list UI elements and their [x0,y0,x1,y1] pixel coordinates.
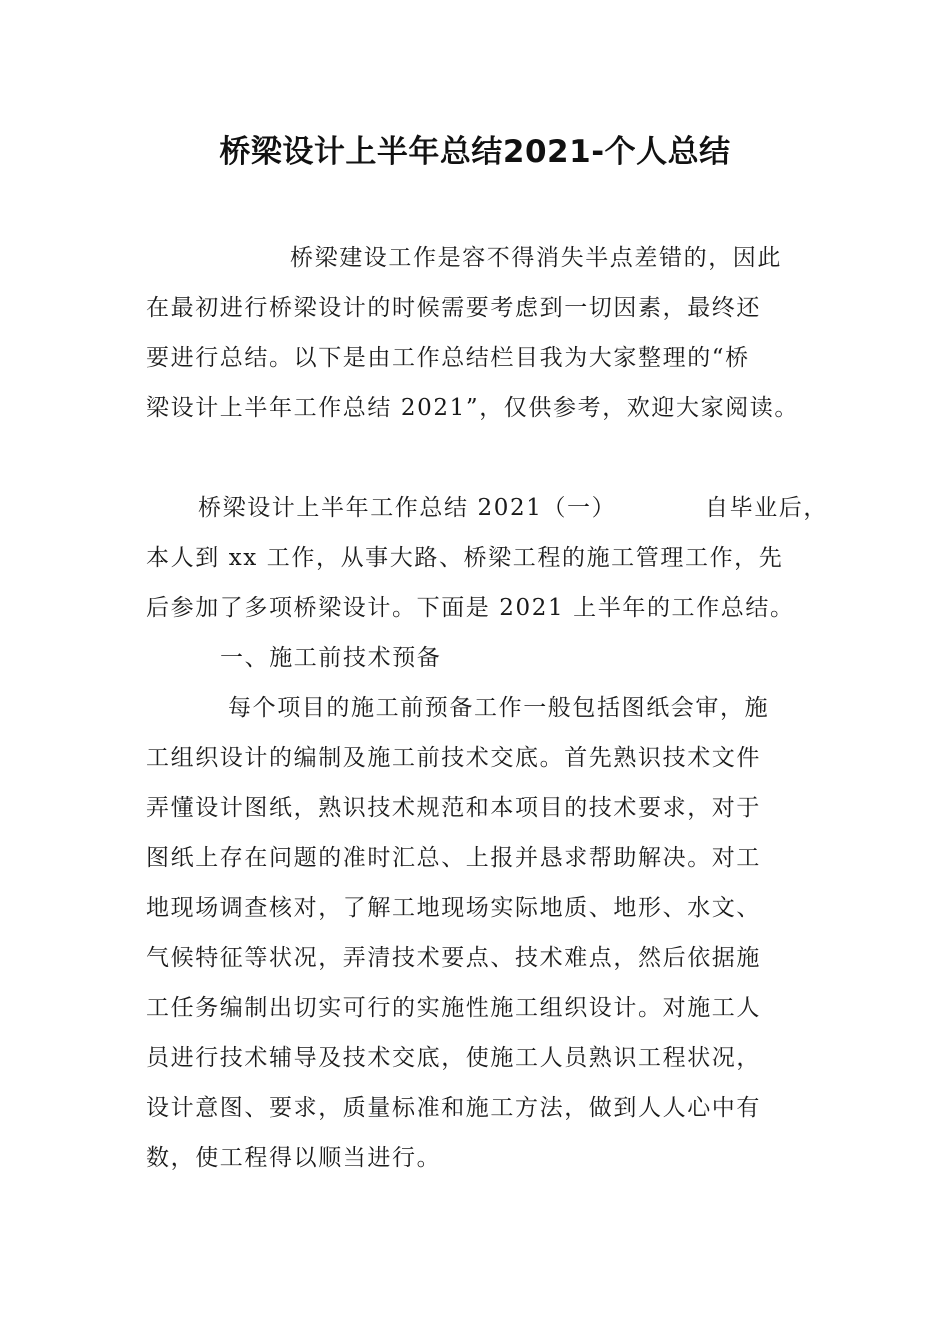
section-line: 本人到 xx 工作，从事大路、桥梁工程的施工管理工作，先 [146,545,784,571]
section-line: 后参加了多项桥梁设计。下面是 2021 上半年的工作总结。 [146,595,795,621]
body-line: 图纸上存在问题的准时汇总、上报并恳求帮助解决。对工 [146,845,761,871]
body-line: 工任务编制出切实可行的实施性施工组织设计。对施工人 [146,995,761,1021]
section-heading: 桥梁设计上半年工作总结 2021（一） [198,495,617,521]
intro-line: 在最初进行桥梁设计的时候需要考虑到一切因素，最终还 [146,295,761,321]
body-line: 气候特征等状况，弄清技术要点、技术难点，然后依据施 [146,945,761,971]
intro-line: 梁设计上半年工作总结 2021”，仅供参考，欢迎大家阅读。 [146,395,800,421]
intro-line: 要进行总结。以下是由工作总结栏目我为大家整理的“桥 [146,345,750,371]
body-line: 地现场调查核对，了解工地现场实际地质、地形、水文、 [146,895,761,921]
section-first-line-tail: 自毕业后， [705,495,828,521]
subheading: 一、施工前技术预备 [220,645,442,671]
body-line: 工组织设计的编制及施工前技术交底。首先熟识技术文件 [146,745,761,771]
body-line: 员进行技术辅导及技术交底，使施工人员熟识工程状况， [146,1045,761,1071]
document-title: 桥梁设计上半年总结2021-个人总结 [219,134,731,170]
body-line: 每个项目的施工前预备工作一般包括图纸会审，施 [228,695,770,721]
body-line: 弄懂设计图纸，熟识技术规范和本项目的技术要求，对于 [146,795,761,821]
body-line: 设计意图、要求，质量标准和施工方法，做到人人心中有 [146,1095,761,1121]
body-line: 数，使工程得以顺当进行。 [146,1145,442,1171]
intro-line: 桥梁建设工作是容不得消失半点差错的，因此 [290,245,782,271]
